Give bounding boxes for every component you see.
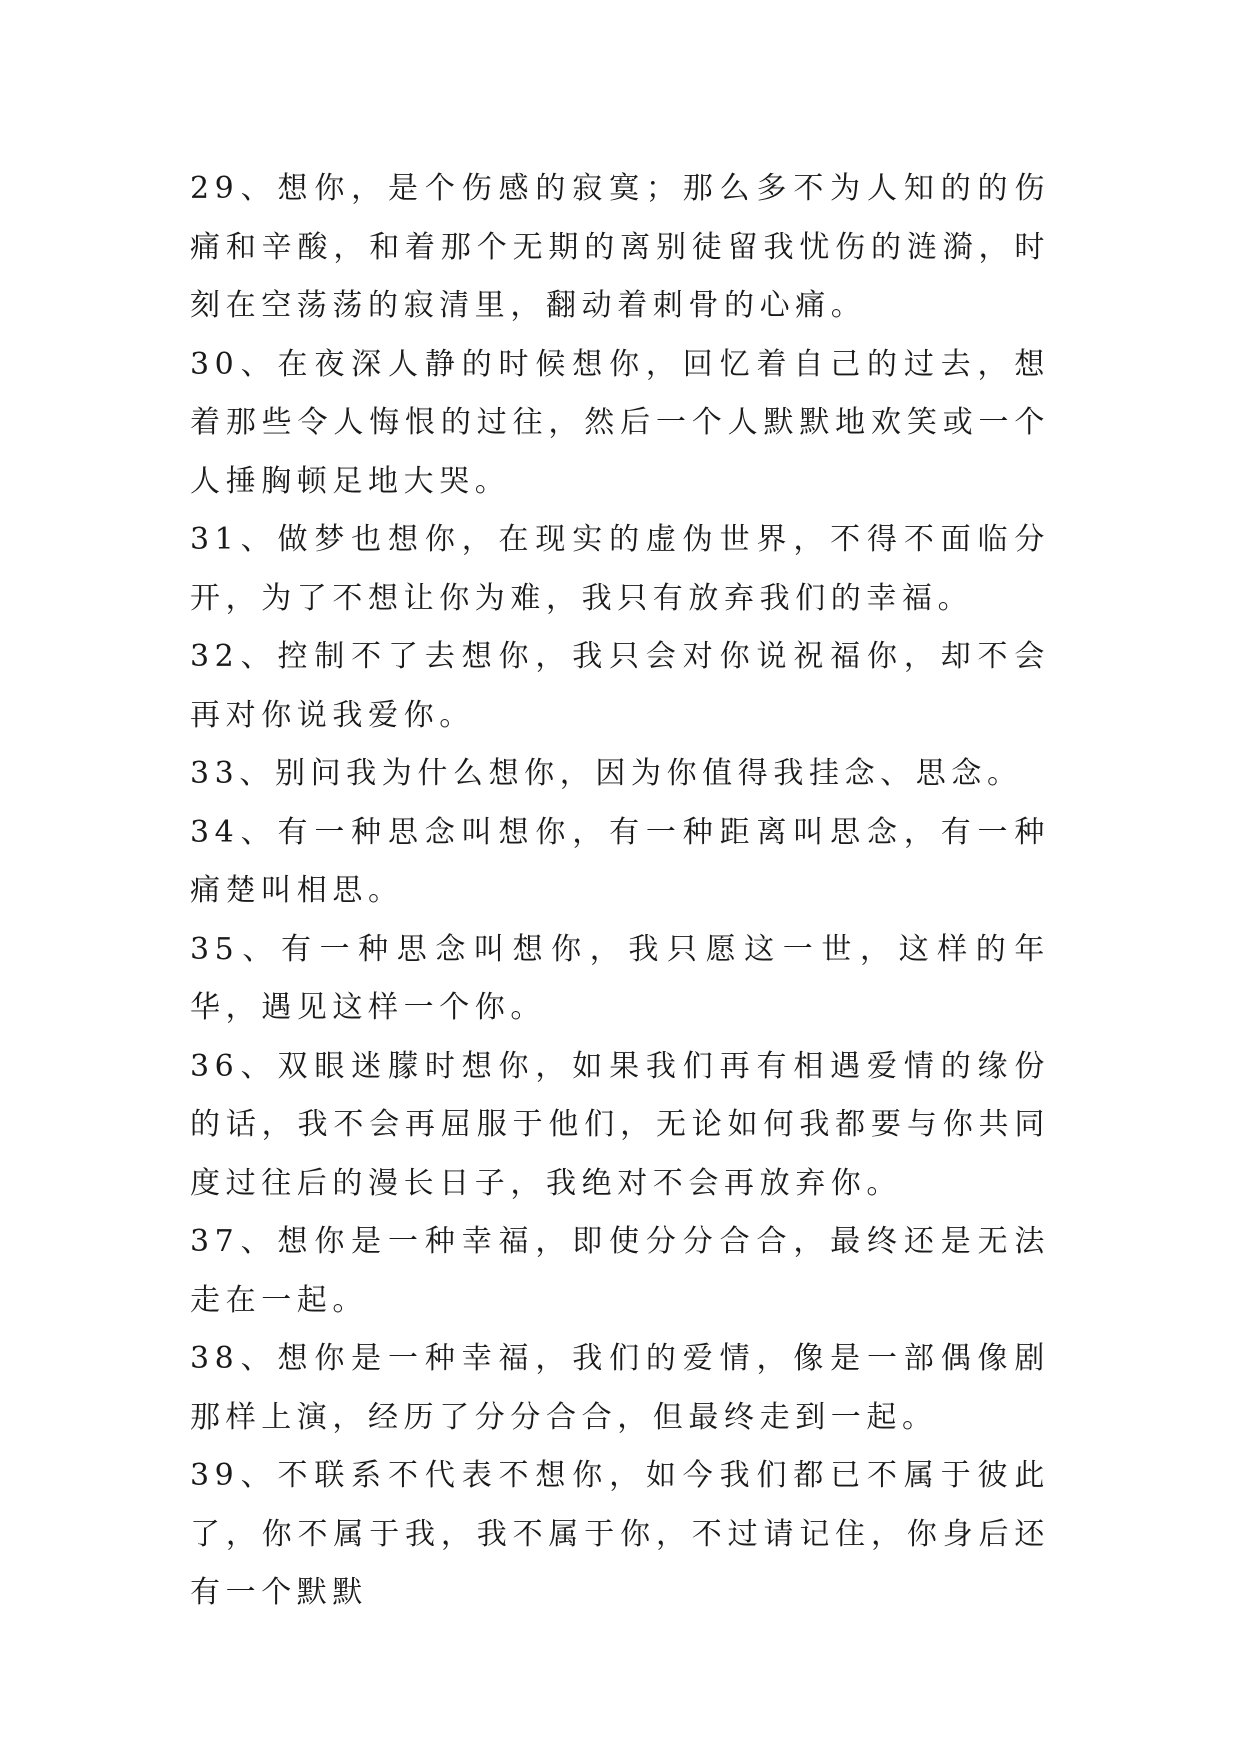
paragraph-34: 34、有一种思念叫想你，有一种距离叫思念，有一种痛楚叫相思。 [190, 814, 1050, 908]
paragraph-39: 39、不联系不代表不想你，如今我们都已不属于彼此了，你不属于我，我不属于你，不过请记住，你身后还有一个默默 [190, 1458, 1050, 1610]
paragraph-36: 36、双眼迷朦时想你，如果我们再有相遇爱情的缘份的话，我不会再屈服于他们，无论如何我都要与你共同度过往后的漫长日子，我绝对不会再放弃你。 [190, 1048, 1050, 1201]
paragraph-32: 32、控制不了去想你，我只会对你说祝福你，却不会再对你说我爱你。 [190, 639, 1050, 733]
document-body [190, 160, 1050, 1623]
paragraph-29: 29、想你，是个伤感的寂寞；那么多不为人知的的伤痛和辛酸，和着那个无期的离别徒留我忧伤的涟漪，时刻在空荡荡的寂清里，翻动着刺骨的心痛。 [190, 171, 1050, 323]
paragraph-33: 33、别问我为什么想你，因为你值得我挂念、思念。 [190, 756, 1023, 791]
paragraph-37: 37、想你是一种幸福，即使分分合合，最终还是无法走在一起。 [190, 1224, 1050, 1318]
paragraph-31: 31、做梦也想你，在现实的虚伪世界，不得不面临分开，为了不想让你为难，我只有放弃我们的幸福。 [190, 522, 1050, 616]
paragraph-38: 38、想你是一种幸福，我们的爱情，像是一部偶像剧那样上演，经历了分分合合，但最终走到一起。 [190, 1341, 1050, 1435]
paragraph-35: 35、有一种思念叫想你，我只愿这一世，这样的年华，遇见这样一个你。 [190, 931, 1050, 1025]
paragraph-30: 30、在夜深人静的时候想你，回忆着自己的过去，想着那些令人悔恨的过往，然后一个人默默地欢笑或一个人捶胸顿足地大哭。 [190, 346, 1050, 499]
